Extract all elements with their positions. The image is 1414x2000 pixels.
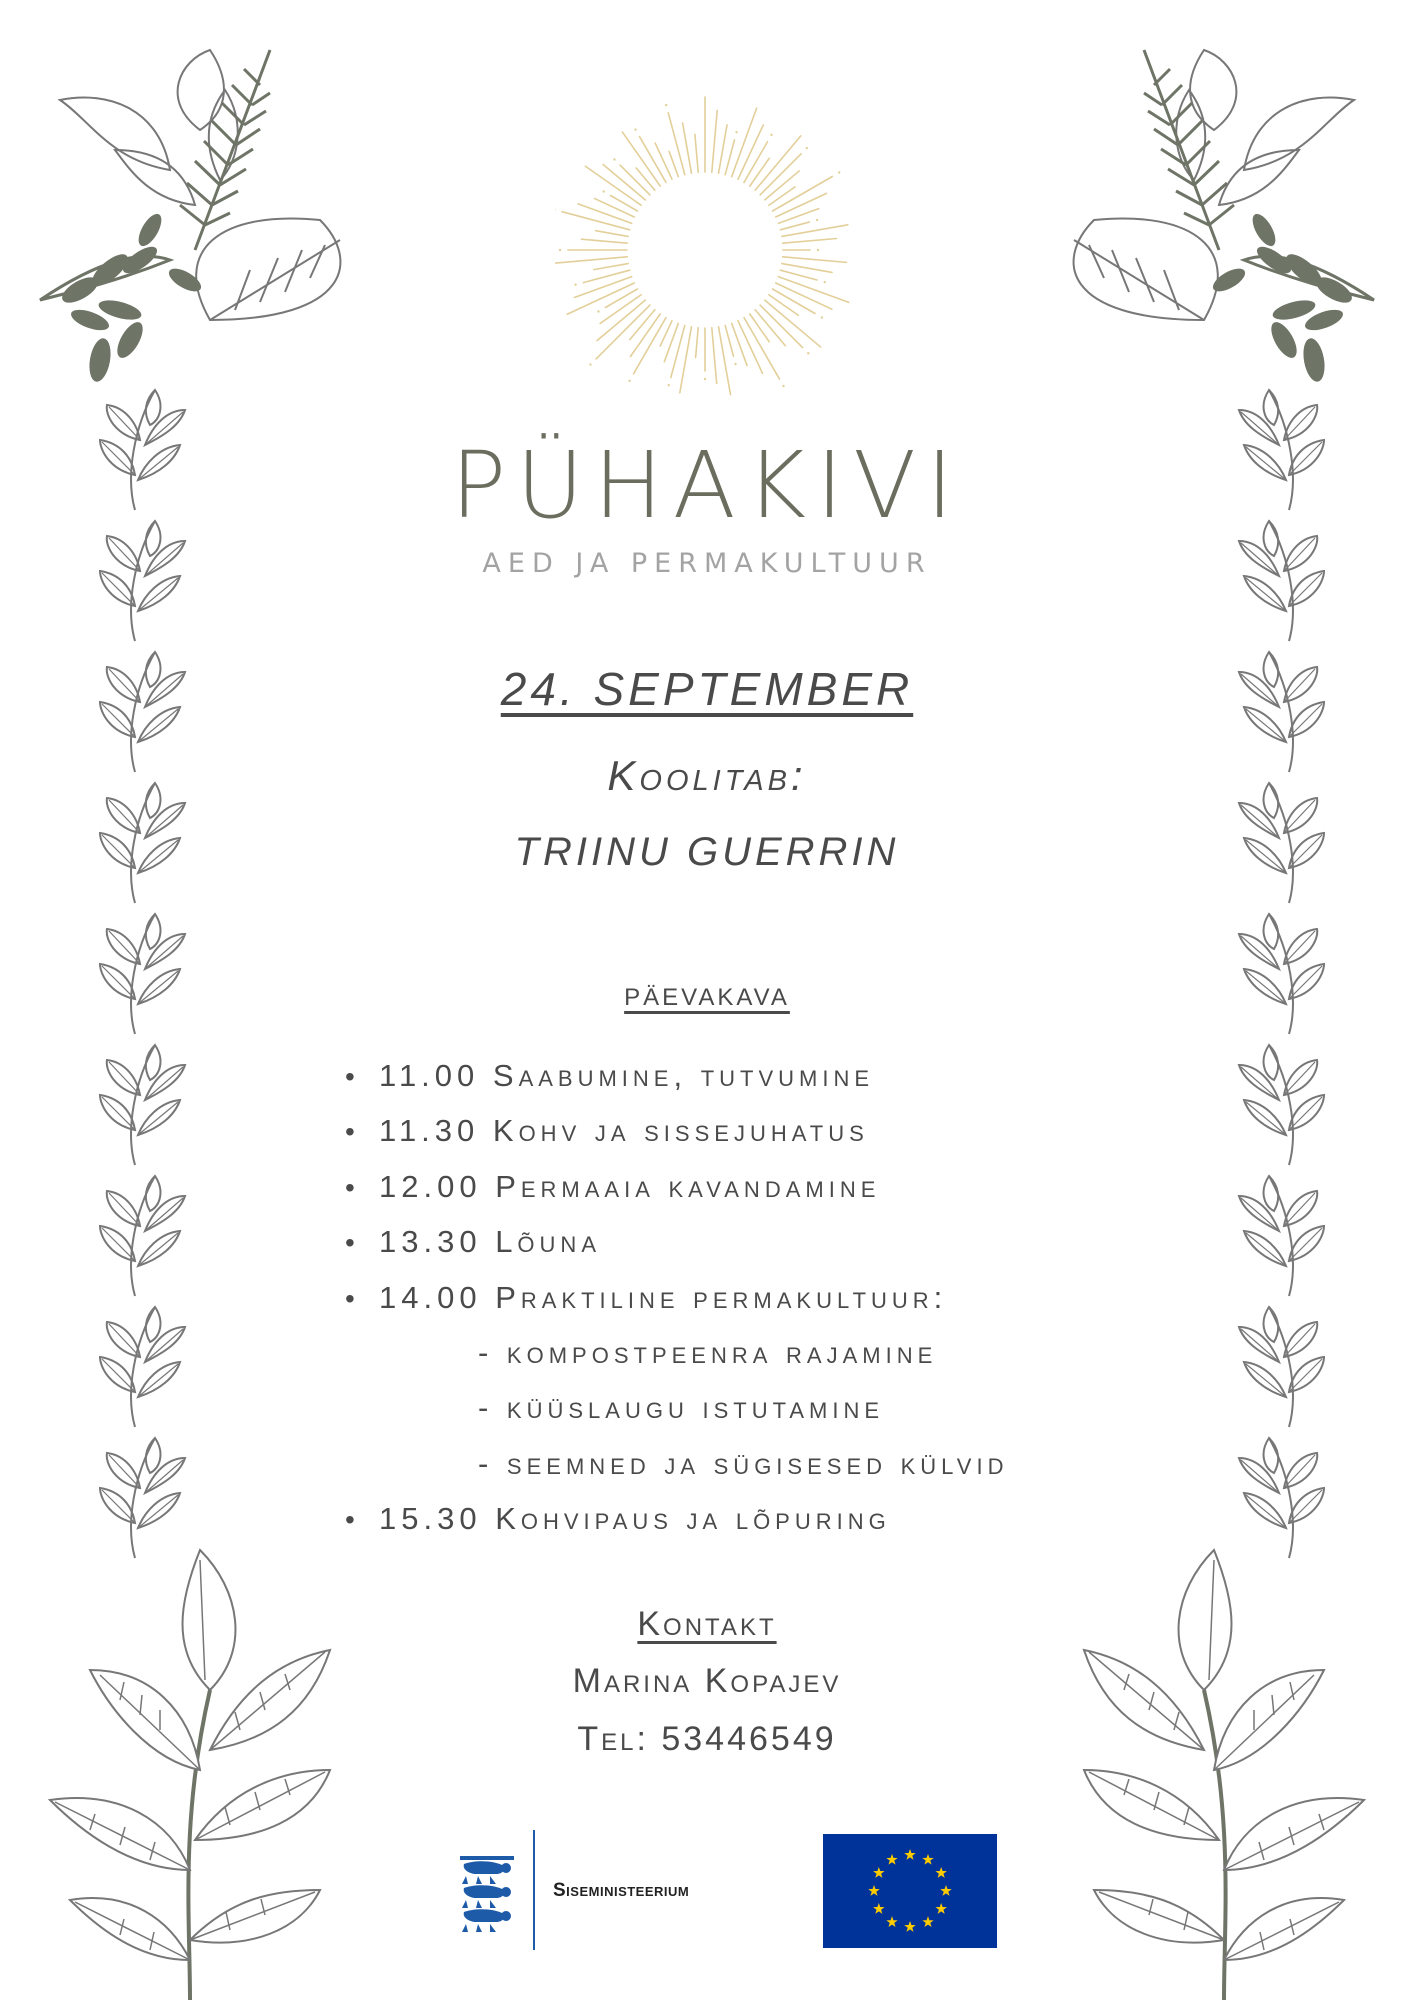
trainer-label: Koolitab: — [607, 752, 807, 799]
contact-heading: Kontakt — [637, 1605, 777, 1643]
schedule-item: • 13.30 Lõuna — [345, 1214, 1245, 1269]
schedule-item: • 15.30 Kohvipaus ja lõpuring — [345, 1491, 1245, 1546]
brand-title: PÜHAKIVI — [450, 432, 964, 539]
schedule-list — [345, 1048, 1245, 1547]
eu-flag-icon — [823, 1834, 997, 1948]
schedule-subitem: - küüslaugu istutamine — [478, 1390, 885, 1426]
trainer-name: TRIINU GUERRIN — [514, 830, 900, 874]
brand-subtitle: AED JA PERMAKULTUUR — [482, 548, 932, 579]
estonian-coat-of-arms-icon — [456, 1850, 518, 1932]
contact-phone: Tel: 53446549 — [577, 1720, 837, 1758]
schedule-subitem: - kompostpeenra rajamine — [478, 1334, 938, 1370]
ministry-logo-divider — [533, 1830, 535, 1950]
schedule-heading: päevakava — [624, 975, 790, 1013]
sun-burst-logo — [555, 95, 855, 415]
schedule-subitem: - seemned ja sügisesed külvid — [478, 1445, 1009, 1481]
schedule-item: • 14.00 Praktiline permakultuur: — [345, 1270, 1245, 1325]
schedule-item: • 12.00 Permaaia kavandamine — [345, 1159, 1245, 1214]
contact-name: Marina Kopajev — [572, 1662, 842, 1700]
schedule-item: • 11.30 Kohv ja sissejuhatus — [345, 1103, 1245, 1158]
top-left-foliage-illustration — [20, 20, 400, 400]
top-right-foliage-illustration — [1014, 20, 1394, 400]
schedule-item: • 11.00 Saabumine, tutvumine — [345, 1048, 1245, 1103]
event-date: 24. SEPTEMBER — [500, 663, 914, 715]
ministry-name: Siseministeerium — [553, 1880, 690, 1901]
